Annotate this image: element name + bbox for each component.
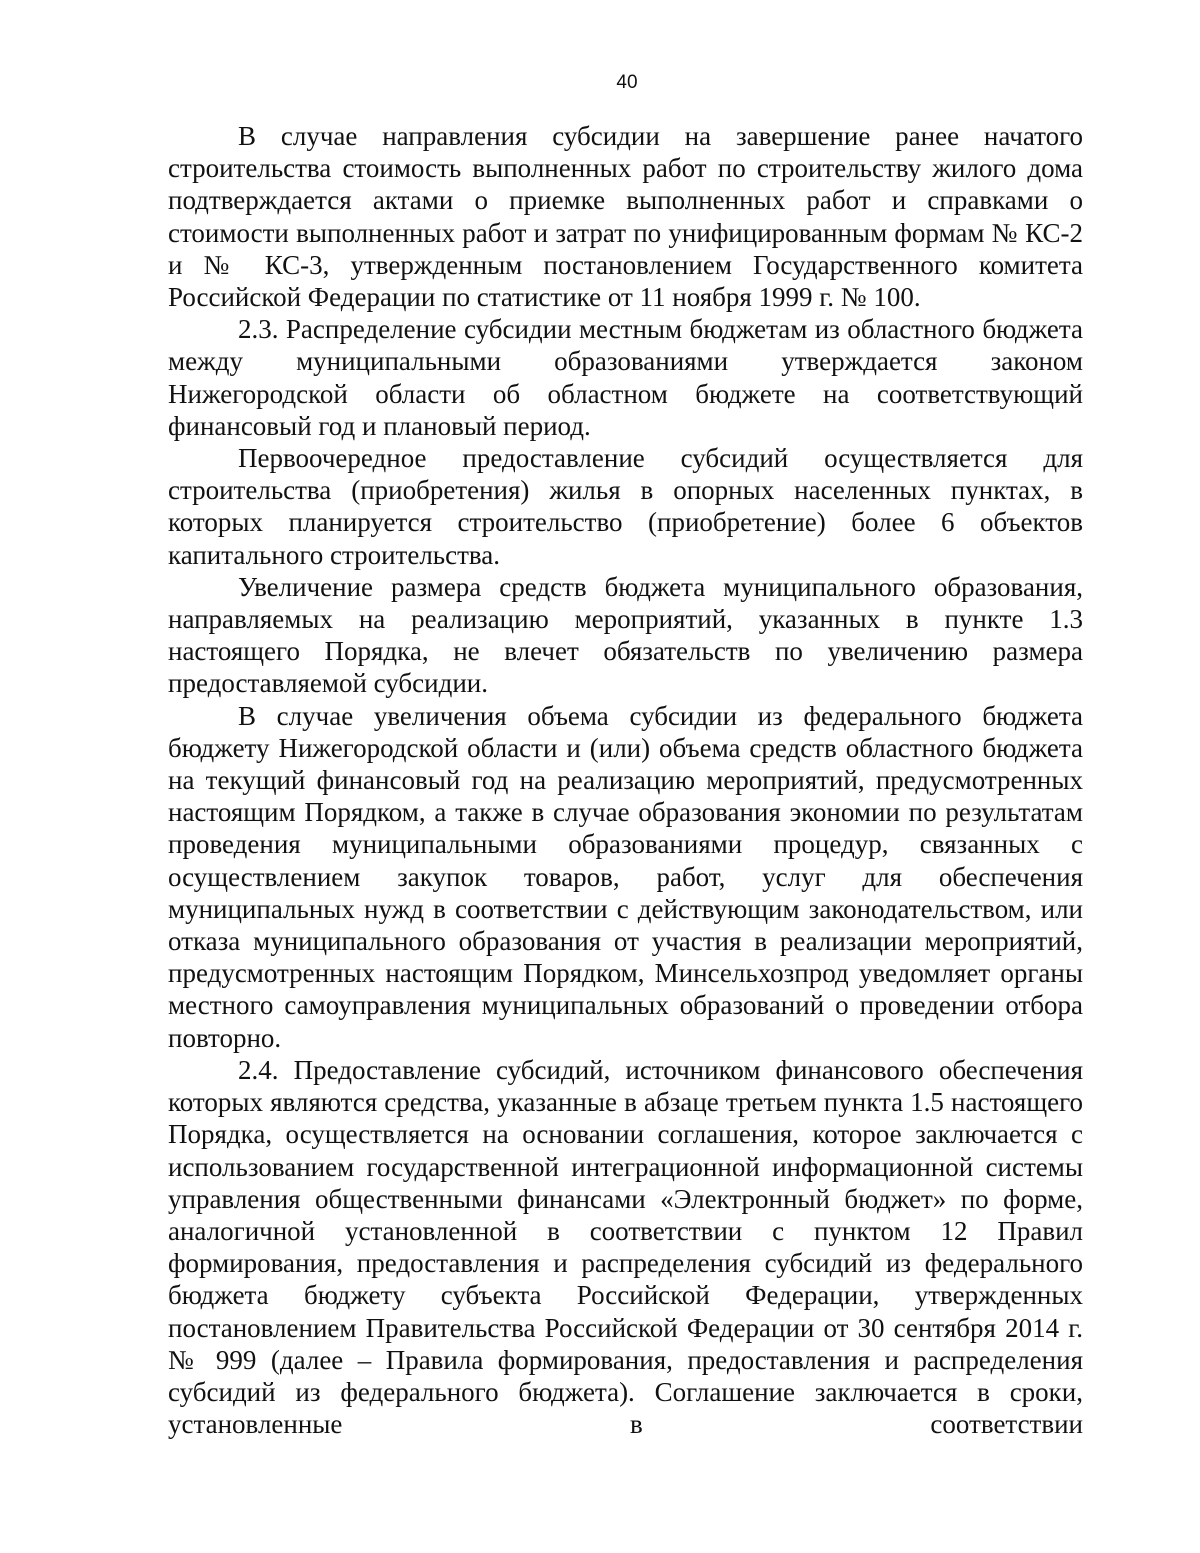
paragraph-repeat-selection: В случае увеличения объема субсидии из федерального бюджета бюджету Нижегородской области и (или) объема средств областного бюджета на текущий финансовый год на реализацию мероприятий, предусмотренных настоящим Порядком, а также в случае образования экономии по результатам проведения муниципальными образованиями процедур, связанных с осуществлением закупок товаров, работ, услуг для обеспечения муниципальных нужд в соответствии с действующим законодательством, или отказа муниципального образования от участия в реализации мероприятий, предусмотренных настоящим Порядком, Минсельхозпрод уведомляет органы местного самоуправления муниципальных образований о проведении отбора повторно.	[168, 700, 1083, 1053]
paragraph-completion-cost: В случае направления субсидии на завершение ранее начатого строительства стоимость выполненных работ по строительству жилого дома подтверждается актами о приемке выполненных работ и справками о стоимости выполненных работ и затрат по унифицированным формам № КС-2 и № КС-3, утвержденным постановлением Государственного комитета Российской Федерации по статистике от 11 ноября 1999 г. № 100.	[168, 121, 1083, 313]
page-number: 40	[616, 72, 638, 93]
paragraph-priority-provision: Первоочередное предоставление субсидий осуществляется для строительства (приобретения) жилья в опорных населенных пунктах, в которых планируется строительство (приобретение) более 6 объектов капитального строительства.	[168, 443, 1083, 570]
paragraph-2-4-agreement: 2.4. Предоставление субсидий, источником финансового обеспечения которых являются средства, указанные в абзаце третьем пункта 1.5 настоящего Порядка, осуществляется на основании соглашения, которое заключается с использованием государственной интеграционной информационной системы управления общественными финансами «Электронный бюджет» по форме, аналогичной установленной в соответствии с пунктом 12 Правил формирования, предоставления и распределения субсидий из федерального бюджета бюджету субъекта Российской Федерации, утвержденных постановлением Правительства Российской Федерации от 30 сентября 2014 г. № 999 (далее – Правила формирования, предоставления и распределения субсидий из федерального бюджета). Соглашение заключается в сроки, установленные в соответствии	[168, 1054, 1083, 1440]
paragraph-budget-increase: Увеличение размера средств бюджета муниципального образования, направляемых на реализацию мероприятий, указанных в пункте 1.3 настоящего Порядка, не влечет обязательств по увеличению размера предоставляемой субсидии.	[168, 571, 1083, 699]
paragraph-2-3-distribution: 2.3. Распределение субсидии местным бюджетам из областного бюджета между муниципальными образованиями утверждается законом Нижегородской области об областном бюджете на соответствующий финансовый год и плановый период.	[168, 314, 1083, 441]
document-body	[168, 120, 1083, 1440]
